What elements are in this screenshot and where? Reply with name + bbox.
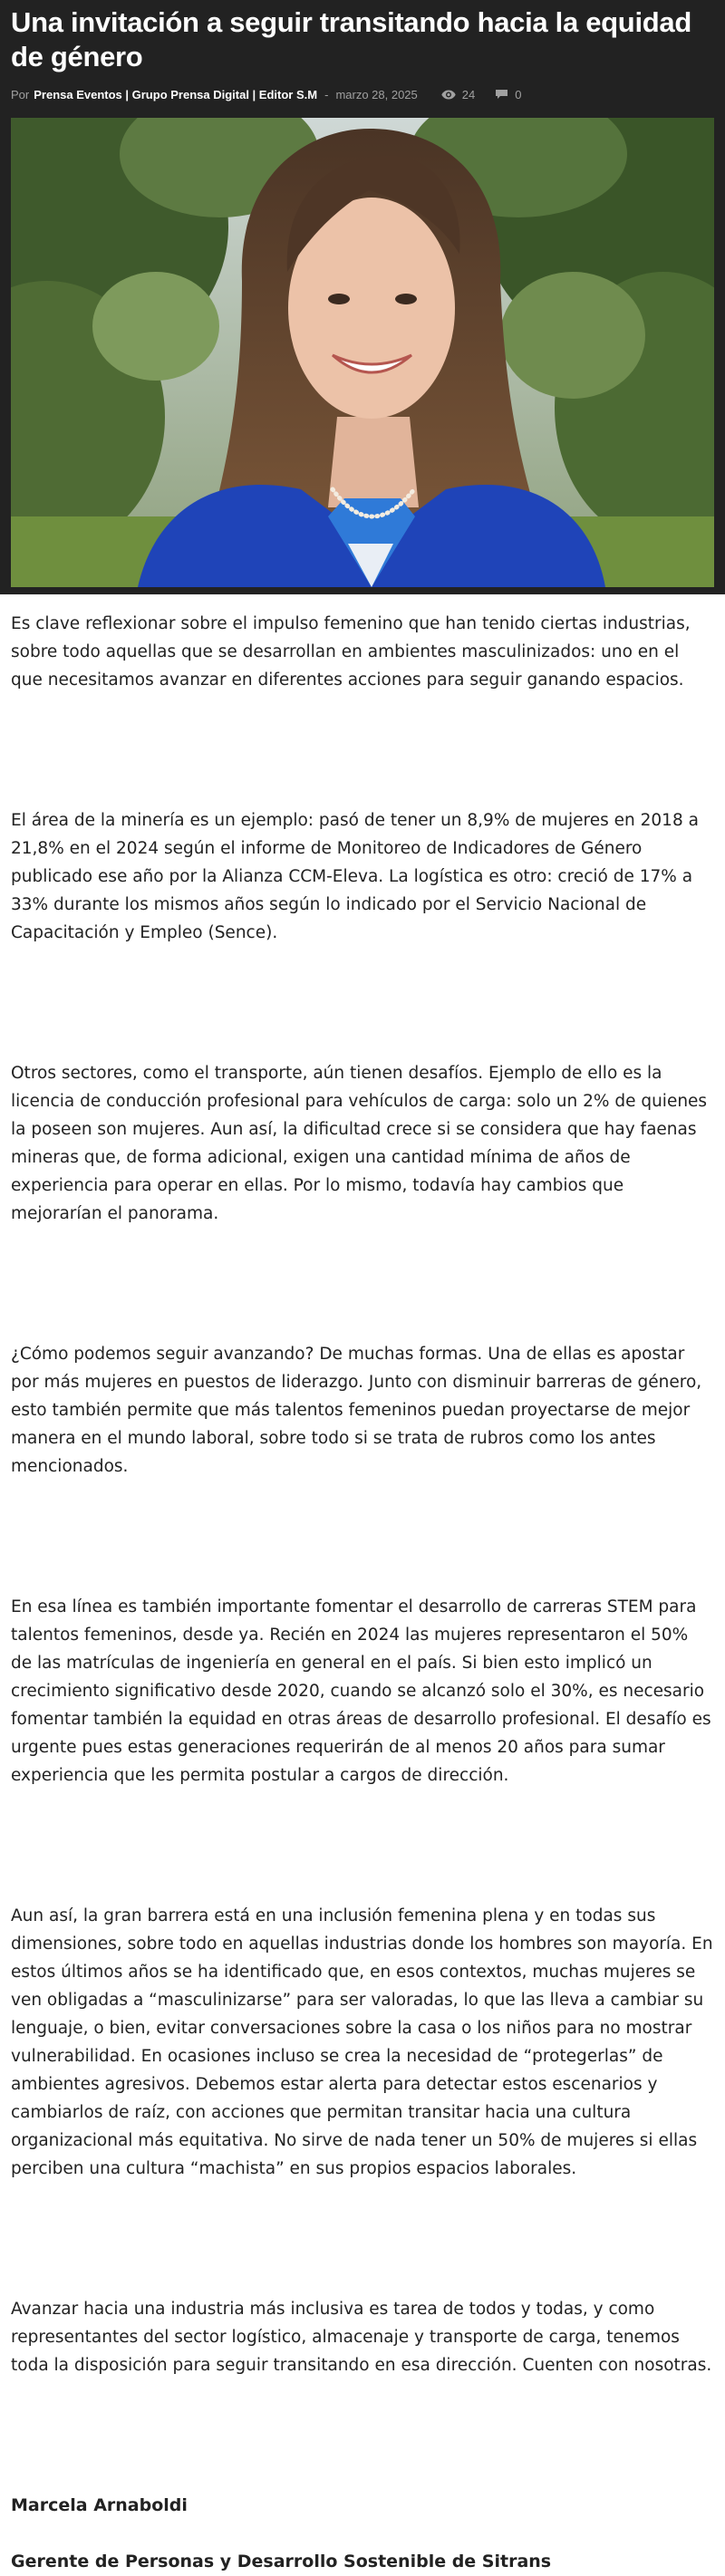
paragraph: ¿Cómo podemos seguir avanzando? De muchas formas. Una de ellas es apostar por más mujeres en puestos de liderazgo. Junto con disminuir barreras de género, esto también permite que más talentos femeninos puedan proyectarse de mejor manera en el mundo laboral, sobre todo si se trata de rubros como los antes mencionados. [11,1345,702,1476]
paragraph: Otros sectores, como el transporte, aún tienen desafíos. Ejemplo de ello es la licencia de conducción profesional para vehículos de carga: solo un 2% de quienes la poseen son mujeres. Aun así, la dificultad crece si se considera que hay faenas mineras que, de forma adicional, exigen una cantidad mínima de años de experiencia para operar en ellas. Por lo mismo, todavía hay cambios que mejorarían el panorama. [11,1064,708,1223]
comments-counter[interactable] [495,88,521,101]
paragraph: Avanzar hacia una industria más inclusiva es tarea de todos y todas, y como representantes del sector logístico, almacenaje y transporte de carga, tenemos toda la disposición para seguir transitando en esa dirección. Cuenten con nosotras. [11,2300,712,2375]
paragraph: El área de la minería es un ejemplo: pasó de tener un 8,9% de mujeres en 2018 a 21,8% en el 2024 según el informe de Monitoreo de Indicadores de Género publicado ese año por la Alianza CCM-Eleva. La logística es otro: creció de 17% a 33% durante los mismos años según lo indicado por el Servicio Nacional de Capacitación y Empleo (Sence). [11,811,699,942]
signature-name: Marcela Arnaboldi [11,2495,188,2515]
article-body [0,594,725,2576]
article-meta [11,76,714,112]
author-link[interactable]: Prensa Eventos | Grupo Prensa Digital | Editor S.M [34,87,318,101]
publish-date: marzo 28, 2025 [335,87,418,101]
signature-role: Gerente de Personas y Desarrollo Sostenible de Sitrans [11,2552,552,2571]
article-header [0,0,725,594]
paragraph: Es clave reflexionar sobre el impulso femenino que han tenido ciertas industrias, sobre todo aquellas que se desarrollan en ambientes masculinizados: uno en el que necesitamos avanzar en diferentes acciones para seguir ganando espacios. [11,614,691,690]
paragraph: En esa línea es también importante fomentar el desarrollo de carreras STEM para talentos femeninos, desde ya. Recién en 2024 las mujeres representaron el 50% de las matrículas de ingeniería en general en el país. Si bien esto implicó un crecimiento significativo desde 2020, cuando se alcanzó solo el 30%, es necesario fomentar también la equidad en otras áreas de desarrollo profesional. El desafío es urgente pues estas generaciones requerirán de al menos 20 años para sumar experiencia que les permita postular a cargos de dirección. [11,1597,711,1785]
portrait-illustration [11,118,714,587]
article-title: Una invitación a seguir transitando hacia la equidad de género [11,6,691,72]
paragraph: Aun así, la gran barrera está en una inclusión femenina plena y en todas sus dimensiones, sobre todo en aquellas industrias donde los hombres son mayoría. En estos últimos años se ha identificado que, en esos contextos, muchas mujeres se ven obligadas a “masculinizarse” para ser valoradas, lo que las lleva a cambiar su lenguaje, o bien, evitar conversaciones sobre la casa o los niños para no mostrar vulnerabilidad. En ocasiones incluso se crea la necesidad de “protegerlas” de ambientes agresivos. Debemos estar alerta para detectar estos escenarios y cambiarlos de raíz, con acciones que permitan transitar hacia una cultura organizacional más equitativa. No sirve de nada tener un 50% de mujeres si ellas perciben una cultura “machista” en sus propios espacios laborales. [11,1906,713,2178]
comment-icon [495,89,508,100]
eye-icon [441,90,456,100]
views-count: 24 [461,87,476,101]
featured-image [11,118,714,587]
comments-count: 0 [515,87,522,101]
meta-separator: - [324,87,329,101]
byline-prefix: Por [11,87,30,101]
views-counter [441,88,475,101]
